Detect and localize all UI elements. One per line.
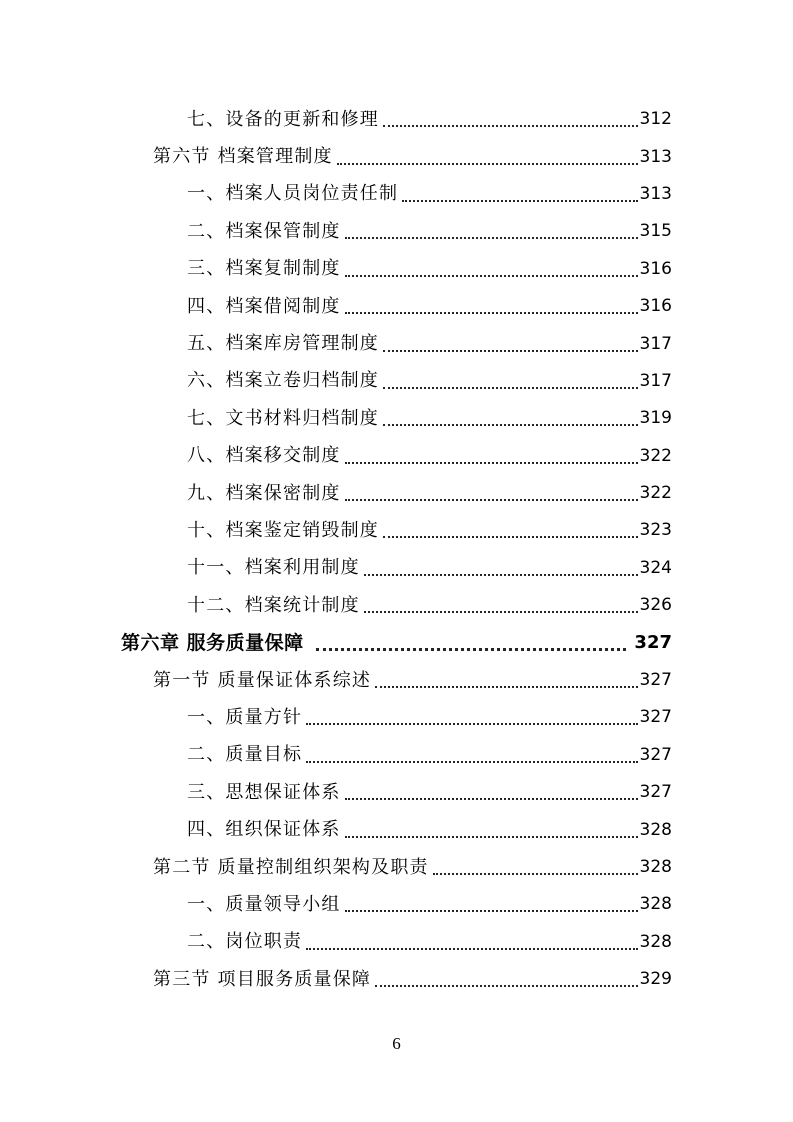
toc-dot-leader bbox=[337, 162, 638, 165]
toc-dot-leader bbox=[383, 349, 638, 352]
toc-dot-leader bbox=[345, 461, 638, 464]
toc-dot-leader bbox=[345, 797, 638, 800]
toc-dot-leader bbox=[375, 685, 637, 688]
toc-subsection-entry[interactable] bbox=[0, 475, 793, 512]
toc-entry-page: 327 bbox=[639, 707, 672, 728]
toc-section-entry[interactable] bbox=[0, 138, 793, 175]
toc-entry-title: 十一、档案利用制度 bbox=[187, 557, 360, 579]
toc-subsection-entry[interactable] bbox=[0, 924, 793, 961]
toc-entry-page: 317 bbox=[639, 370, 672, 391]
toc-entry-page: 327 bbox=[639, 744, 672, 765]
toc-entry-title: 三、档案复制制度 bbox=[187, 258, 341, 280]
page-number: 6 bbox=[392, 1034, 401, 1053]
toc-entry-page: 328 bbox=[639, 894, 672, 915]
toc-subsection-entry[interactable] bbox=[0, 550, 793, 587]
toc-entry-page: 328 bbox=[639, 819, 672, 840]
toc-entry-page: 312 bbox=[639, 109, 672, 130]
toc-entry-page: 323 bbox=[639, 520, 672, 541]
toc-entry-title: 第三节 项目服务质量保障 bbox=[153, 968, 372, 990]
toc-dot-leader bbox=[345, 909, 638, 912]
toc-subsection-entry[interactable] bbox=[0, 400, 793, 437]
toc-subsection-entry[interactable] bbox=[0, 251, 793, 288]
toc-subsection-entry[interactable] bbox=[0, 438, 793, 475]
toc-entry-title: 四、档案借阅制度 bbox=[187, 295, 341, 317]
toc-dot-leader bbox=[345, 236, 638, 239]
toc-dot-leader bbox=[375, 984, 637, 987]
toc-section-entry[interactable] bbox=[0, 961, 793, 998]
toc-dot-leader bbox=[306, 947, 637, 950]
toc-subsection-entry[interactable] bbox=[0, 811, 793, 848]
toc-entry-title: 七、设备的更新和修理 bbox=[187, 108, 379, 130]
toc-entry-title: 一、档案人员岗位责任制 bbox=[187, 183, 399, 205]
toc-subsection-entry[interactable] bbox=[0, 213, 793, 250]
toc-entry-title: 十、档案鉴定销毁制度 bbox=[187, 519, 379, 541]
toc-chapter-entry[interactable] bbox=[0, 624, 793, 661]
toc-entry-title: 二、岗位职责 bbox=[187, 931, 303, 953]
toc-dot-leader bbox=[306, 722, 637, 725]
toc-subsection-entry[interactable] bbox=[0, 886, 793, 923]
toc-entry-page: 326 bbox=[639, 595, 672, 616]
toc-entry-title: 三、思想保证体系 bbox=[187, 781, 341, 803]
toc-subsection-entry[interactable] bbox=[0, 699, 793, 736]
toc-entry-title: 第六章 服务质量保障 bbox=[121, 631, 304, 654]
toc-dot-leader bbox=[364, 573, 638, 576]
toc-entry-title: 九、档案保密制度 bbox=[187, 482, 341, 504]
toc-subsection-entry[interactable] bbox=[0, 325, 793, 362]
toc-entry-title: 十二、档案统计制度 bbox=[187, 594, 360, 616]
toc-subsection-entry[interactable] bbox=[0, 101, 793, 138]
toc-entry-page: 319 bbox=[639, 408, 672, 429]
toc-entry-title: 五、档案库房管理制度 bbox=[187, 333, 379, 355]
toc-subsection-entry[interactable] bbox=[0, 363, 793, 400]
toc-dot-leader bbox=[345, 274, 638, 277]
toc-entry-title: 一、质量方针 bbox=[187, 706, 303, 728]
toc-subsection-entry[interactable] bbox=[0, 587, 793, 624]
toc-entry-title: 八、档案移交制度 bbox=[187, 445, 341, 467]
toc-dot-leader bbox=[345, 311, 638, 314]
toc-subsection-entry[interactable] bbox=[0, 288, 793, 325]
toc-subsection-entry[interactable] bbox=[0, 176, 793, 213]
toc-dot-leader bbox=[402, 199, 637, 202]
toc-entry-title: 二、质量目标 bbox=[187, 744, 303, 766]
toc-subsection-entry[interactable] bbox=[0, 512, 793, 549]
toc-entry-page: 316 bbox=[639, 296, 672, 317]
toc-entry-page: 322 bbox=[639, 483, 672, 504]
toc-entry-page: 328 bbox=[639, 931, 672, 952]
toc-entry-title: 七、文书材料归档制度 bbox=[187, 407, 379, 429]
toc-entry-page: 316 bbox=[639, 258, 672, 279]
toc-dot-leader bbox=[383, 535, 638, 538]
toc-entry-title: 四、组织保证体系 bbox=[187, 819, 341, 841]
toc-dot-leader bbox=[364, 610, 638, 613]
toc-entry-page: 329 bbox=[639, 969, 672, 990]
toc-entry-title: 第六节 档案管理制度 bbox=[153, 146, 333, 168]
toc-dot-leader bbox=[316, 647, 627, 651]
toc-entry-page: 313 bbox=[639, 146, 672, 167]
toc-section-entry[interactable] bbox=[0, 849, 793, 886]
toc-entry-page: 322 bbox=[639, 445, 672, 466]
table-of-contents bbox=[0, 101, 793, 998]
toc-entry-page: 327 bbox=[634, 632, 672, 654]
toc-dot-leader bbox=[345, 498, 638, 501]
toc-subsection-entry[interactable] bbox=[0, 774, 793, 811]
toc-entry-title: 一、质量领导小组 bbox=[187, 893, 341, 915]
toc-entry-title: 六、档案立卷归档制度 bbox=[187, 370, 379, 392]
toc-entry-page: 327 bbox=[639, 670, 672, 691]
toc-entry-page: 328 bbox=[639, 857, 672, 877]
toc-dot-leader bbox=[383, 423, 638, 426]
toc-entry-page: 313 bbox=[639, 183, 672, 204]
toc-dot-leader bbox=[383, 386, 638, 389]
toc-section-entry[interactable] bbox=[0, 662, 793, 699]
toc-entry-page: 324 bbox=[639, 557, 672, 578]
toc-entry-page: 317 bbox=[639, 333, 672, 354]
toc-entry-page: 327 bbox=[639, 782, 672, 803]
toc-entry-page: 315 bbox=[639, 221, 672, 242]
toc-dot-leader bbox=[433, 872, 638, 875]
toc-dot-leader bbox=[345, 835, 638, 838]
toc-subsection-entry[interactable] bbox=[0, 737, 793, 774]
toc-entry-title: 第二节 质量控制组织架构及职责 bbox=[153, 856, 429, 878]
toc-dot-leader bbox=[306, 760, 637, 763]
toc-entry-title: 二、档案保管制度 bbox=[187, 220, 341, 242]
toc-entry-title: 第一节 质量保证体系综述 bbox=[153, 669, 372, 691]
toc-dot-leader bbox=[383, 124, 638, 127]
